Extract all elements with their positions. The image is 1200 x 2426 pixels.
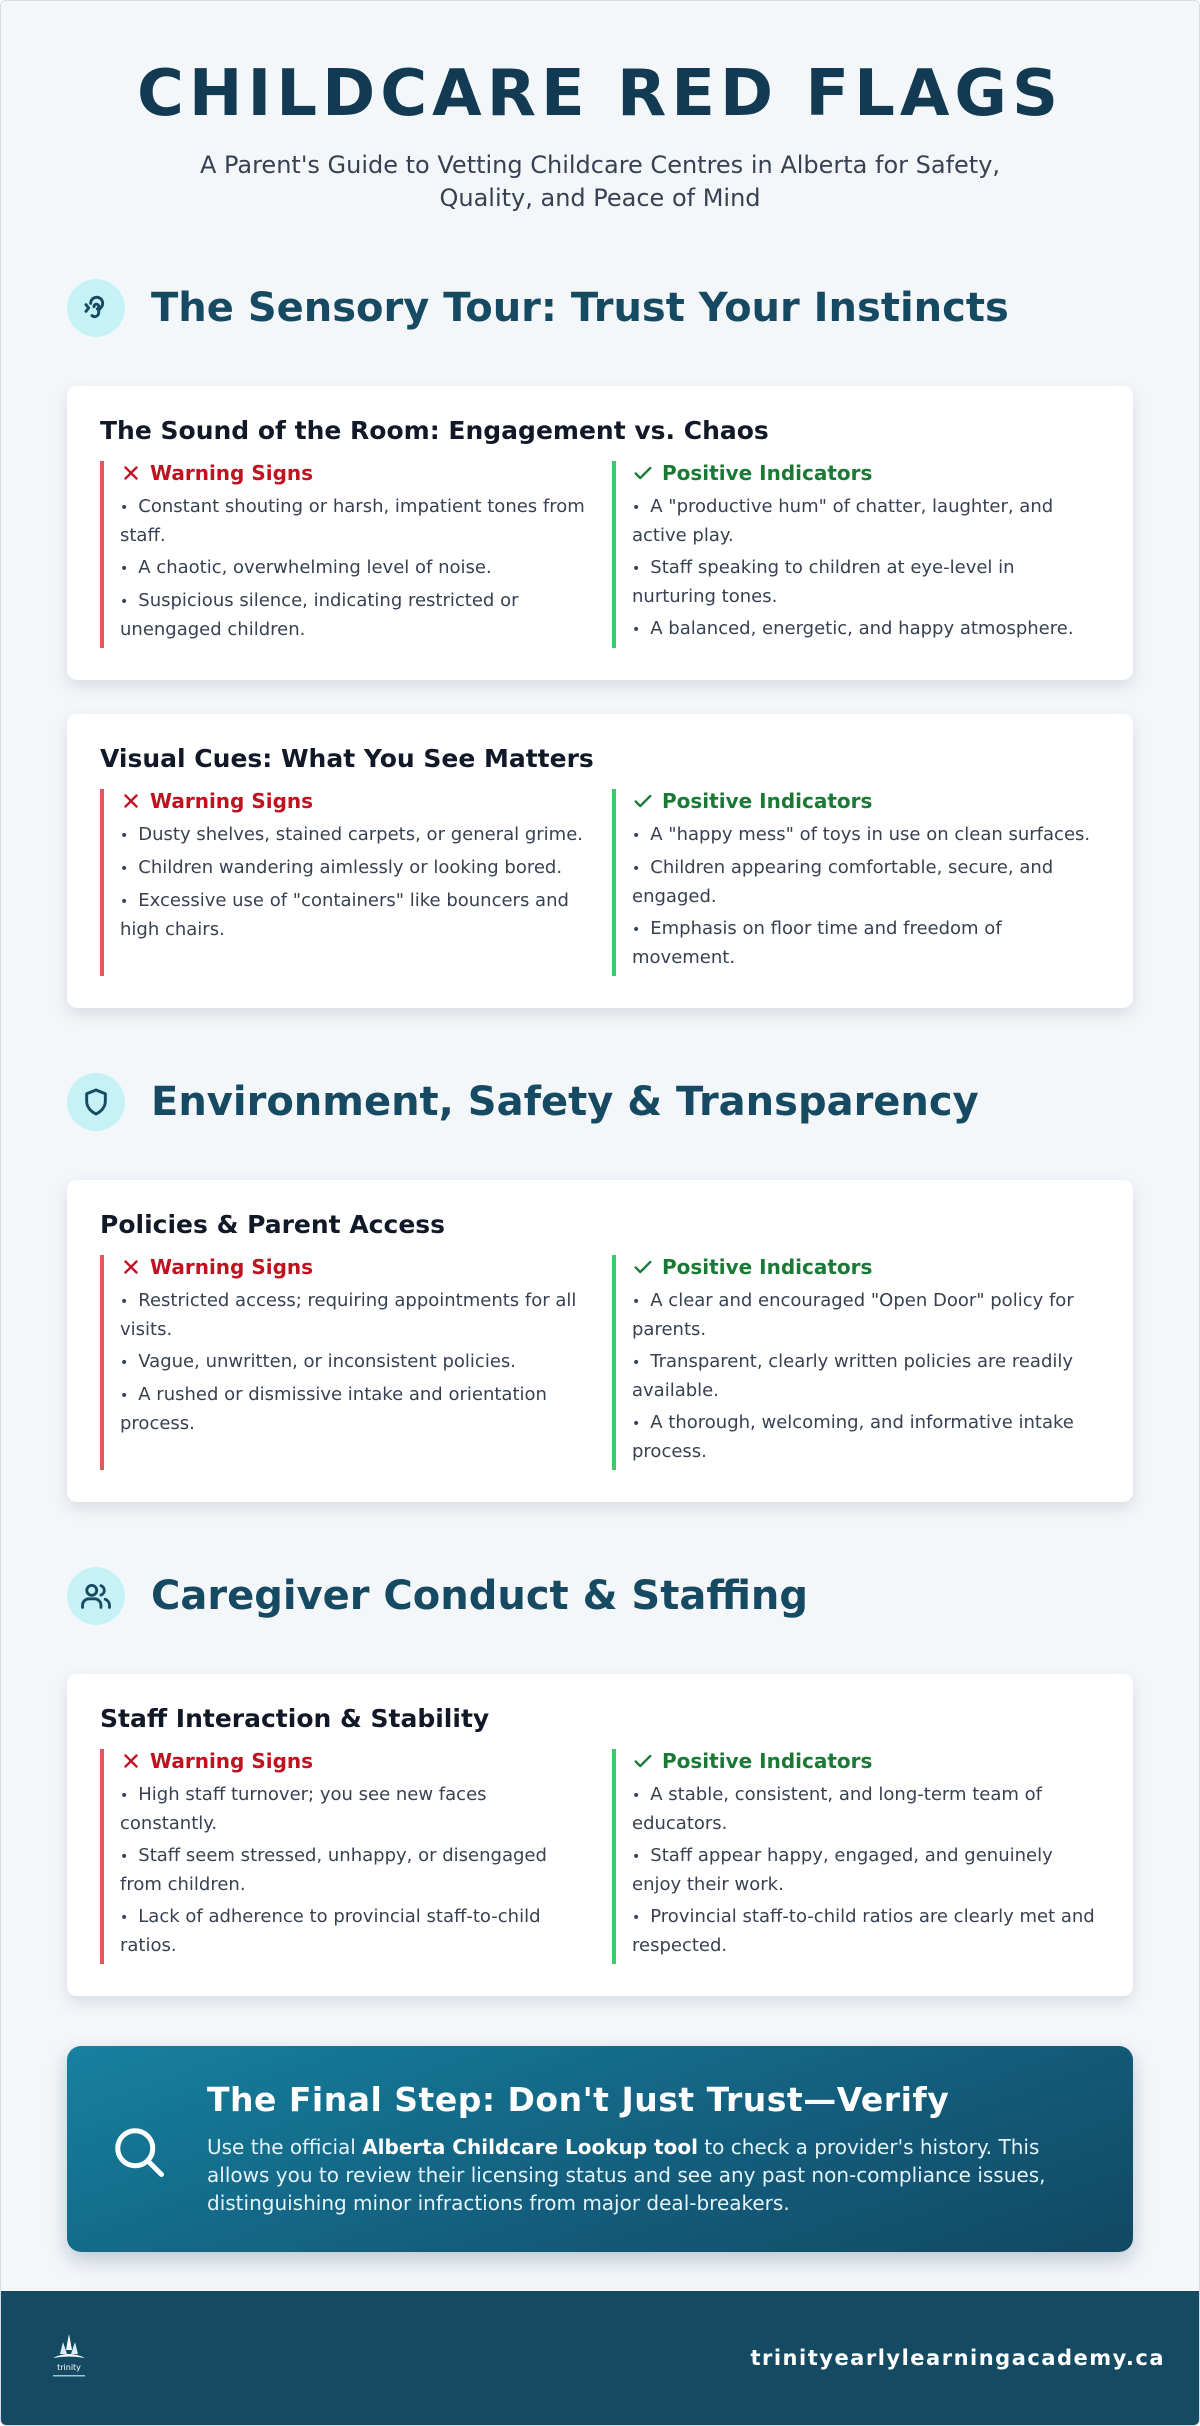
card-title: Visual Cues: What You See Matters xyxy=(100,744,594,774)
card-staff-interaction xyxy=(67,1674,1133,1996)
section-title: Caregiver Conduct & Staffing xyxy=(151,1573,809,1620)
lookup-tool-name: Alberta Childcare Lookup tool xyxy=(362,2135,698,2160)
page-title: CHILDCARE RED FLAGS xyxy=(136,57,1064,131)
list-item: • Children appearing comfortable, secure, and engaged. xyxy=(632,854,1100,911)
svg-text:trinity: trinity xyxy=(57,2363,81,2372)
shield-icon xyxy=(67,1073,125,1131)
section-header-caregiver xyxy=(67,1566,1199,1626)
list-item: • A stable, consistent, and long-term team of educators. xyxy=(632,1781,1100,1838)
list-item: • Children wandering aimlessly or looking bored. xyxy=(120,854,588,883)
list-item: • A "happy mess" of toys in use on clean surfaces. xyxy=(632,821,1100,850)
x-icon xyxy=(120,790,142,812)
section-title: Environment, Safety & Transparency xyxy=(151,1079,979,1126)
list-item: • Restricted access; requiring appointments for all visits. xyxy=(120,1287,588,1344)
list-item: • A clear and encouraged "Open Door" policy for parents. xyxy=(632,1287,1100,1344)
warning-column xyxy=(100,1749,588,1964)
list-item: • A chaotic, overwhelming level of noise. xyxy=(120,554,588,583)
x-icon xyxy=(120,1750,142,1772)
card-sound-of-room xyxy=(67,386,1133,680)
list-item: • Provincial staff-to-child ratios are clearly met and respected. xyxy=(632,1903,1100,1960)
verify-title: The Final Step: Don't Just Trust—Verify xyxy=(207,2080,950,2120)
warning-column xyxy=(100,789,588,976)
check-icon xyxy=(632,790,654,812)
header xyxy=(1,1,1199,214)
trinity-logo xyxy=(43,2328,95,2388)
warning-label: Warning Signs xyxy=(150,1255,314,1280)
section-title: The Sensory Tour: Trust Your Instincts xyxy=(151,285,1009,332)
list-item: • Staff appear happy, engaged, and genuinely enjoy their work. xyxy=(632,1842,1100,1899)
warning-column xyxy=(100,461,588,648)
list-item: • Lack of adherence to provincial staff-to-child ratios. xyxy=(120,1903,588,1960)
card-title: Policies & Parent Access xyxy=(100,1210,446,1240)
card-policies-access xyxy=(67,1180,1133,1502)
section-header-environment xyxy=(67,1072,1199,1132)
page-subtitle: A Parent's Guide to Vetting Childcare Centres in Alberta for Safety, Quality, and Peace of Mind xyxy=(199,151,1001,212)
verify-callout xyxy=(67,2046,1133,2252)
users-icon xyxy=(67,1567,125,1625)
list-item: • Suspicious silence, indicating restricted or unengaged children. xyxy=(120,587,588,644)
list-item: • High staff turnover; you see new faces constantly. xyxy=(120,1781,588,1838)
warning-label: Warning Signs xyxy=(150,1749,314,1774)
list-item: • Excessive use of "containers" like bouncers and high chairs. xyxy=(120,887,588,944)
list-item: • Emphasis on floor time and freedom of movement. xyxy=(632,915,1100,972)
search-icon xyxy=(109,2122,169,2182)
card-title: The Sound of the Room: Engagement vs. Chaos xyxy=(100,416,769,446)
list-item: • Vague, unwritten, or inconsistent policies. xyxy=(120,1348,588,1377)
check-icon xyxy=(632,1750,654,1772)
x-icon xyxy=(120,1256,142,1278)
verify-text: Use the official Alberta Childcare Lookup tool to check a provider's history. This allows you to review their licensing status and see any past non-compliance issues, distinguishing minor infractions from major deal-breakers. xyxy=(207,2135,1046,2216)
card-title: Staff Interaction & Stability xyxy=(100,1704,490,1734)
positive-column xyxy=(612,1255,1100,1470)
check-icon xyxy=(632,1256,654,1278)
list-item: • Transparent, clearly written policies are readily available. xyxy=(632,1348,1100,1405)
footer xyxy=(1,2291,1199,2425)
list-item: • A "productive hum" of chatter, laughter, and active play. xyxy=(632,493,1100,550)
section-header-sensory-tour xyxy=(67,278,1199,338)
list-item: • Staff speaking to children at eye-level in nurturing tones. xyxy=(632,554,1100,611)
check-icon xyxy=(632,462,654,484)
ear-icon xyxy=(67,279,125,337)
positive-column xyxy=(612,1749,1100,1964)
positive-label: Positive Indicators xyxy=(662,461,873,486)
card-visual-cues xyxy=(67,714,1133,1008)
website-link[interactable]: trinityearlylearningacademy.ca xyxy=(750,2346,1165,2370)
list-item: • Constant shouting or harsh, impatient tones from staff. xyxy=(120,493,588,550)
list-item: • A rushed or dismissive intake and orientation process. xyxy=(120,1381,588,1438)
x-icon xyxy=(120,462,142,484)
list-item: • Staff seem stressed, unhappy, or disengaged from children. xyxy=(120,1842,588,1899)
positive-label: Positive Indicators xyxy=(662,1255,873,1280)
list-item: • Dusty shelves, stained carpets, or general grime. xyxy=(120,821,588,850)
positive-label: Positive Indicators xyxy=(662,789,873,814)
warning-label: Warning Signs xyxy=(150,461,314,486)
positive-label: Positive Indicators xyxy=(662,1749,873,1774)
warning-column xyxy=(100,1255,588,1470)
warning-label: Warning Signs xyxy=(150,789,314,814)
list-item: • A thorough, welcoming, and informative intake process. xyxy=(632,1409,1100,1466)
positive-column xyxy=(612,461,1100,648)
positive-column xyxy=(612,789,1100,976)
list-item: • A balanced, energetic, and happy atmosphere. xyxy=(632,615,1100,644)
